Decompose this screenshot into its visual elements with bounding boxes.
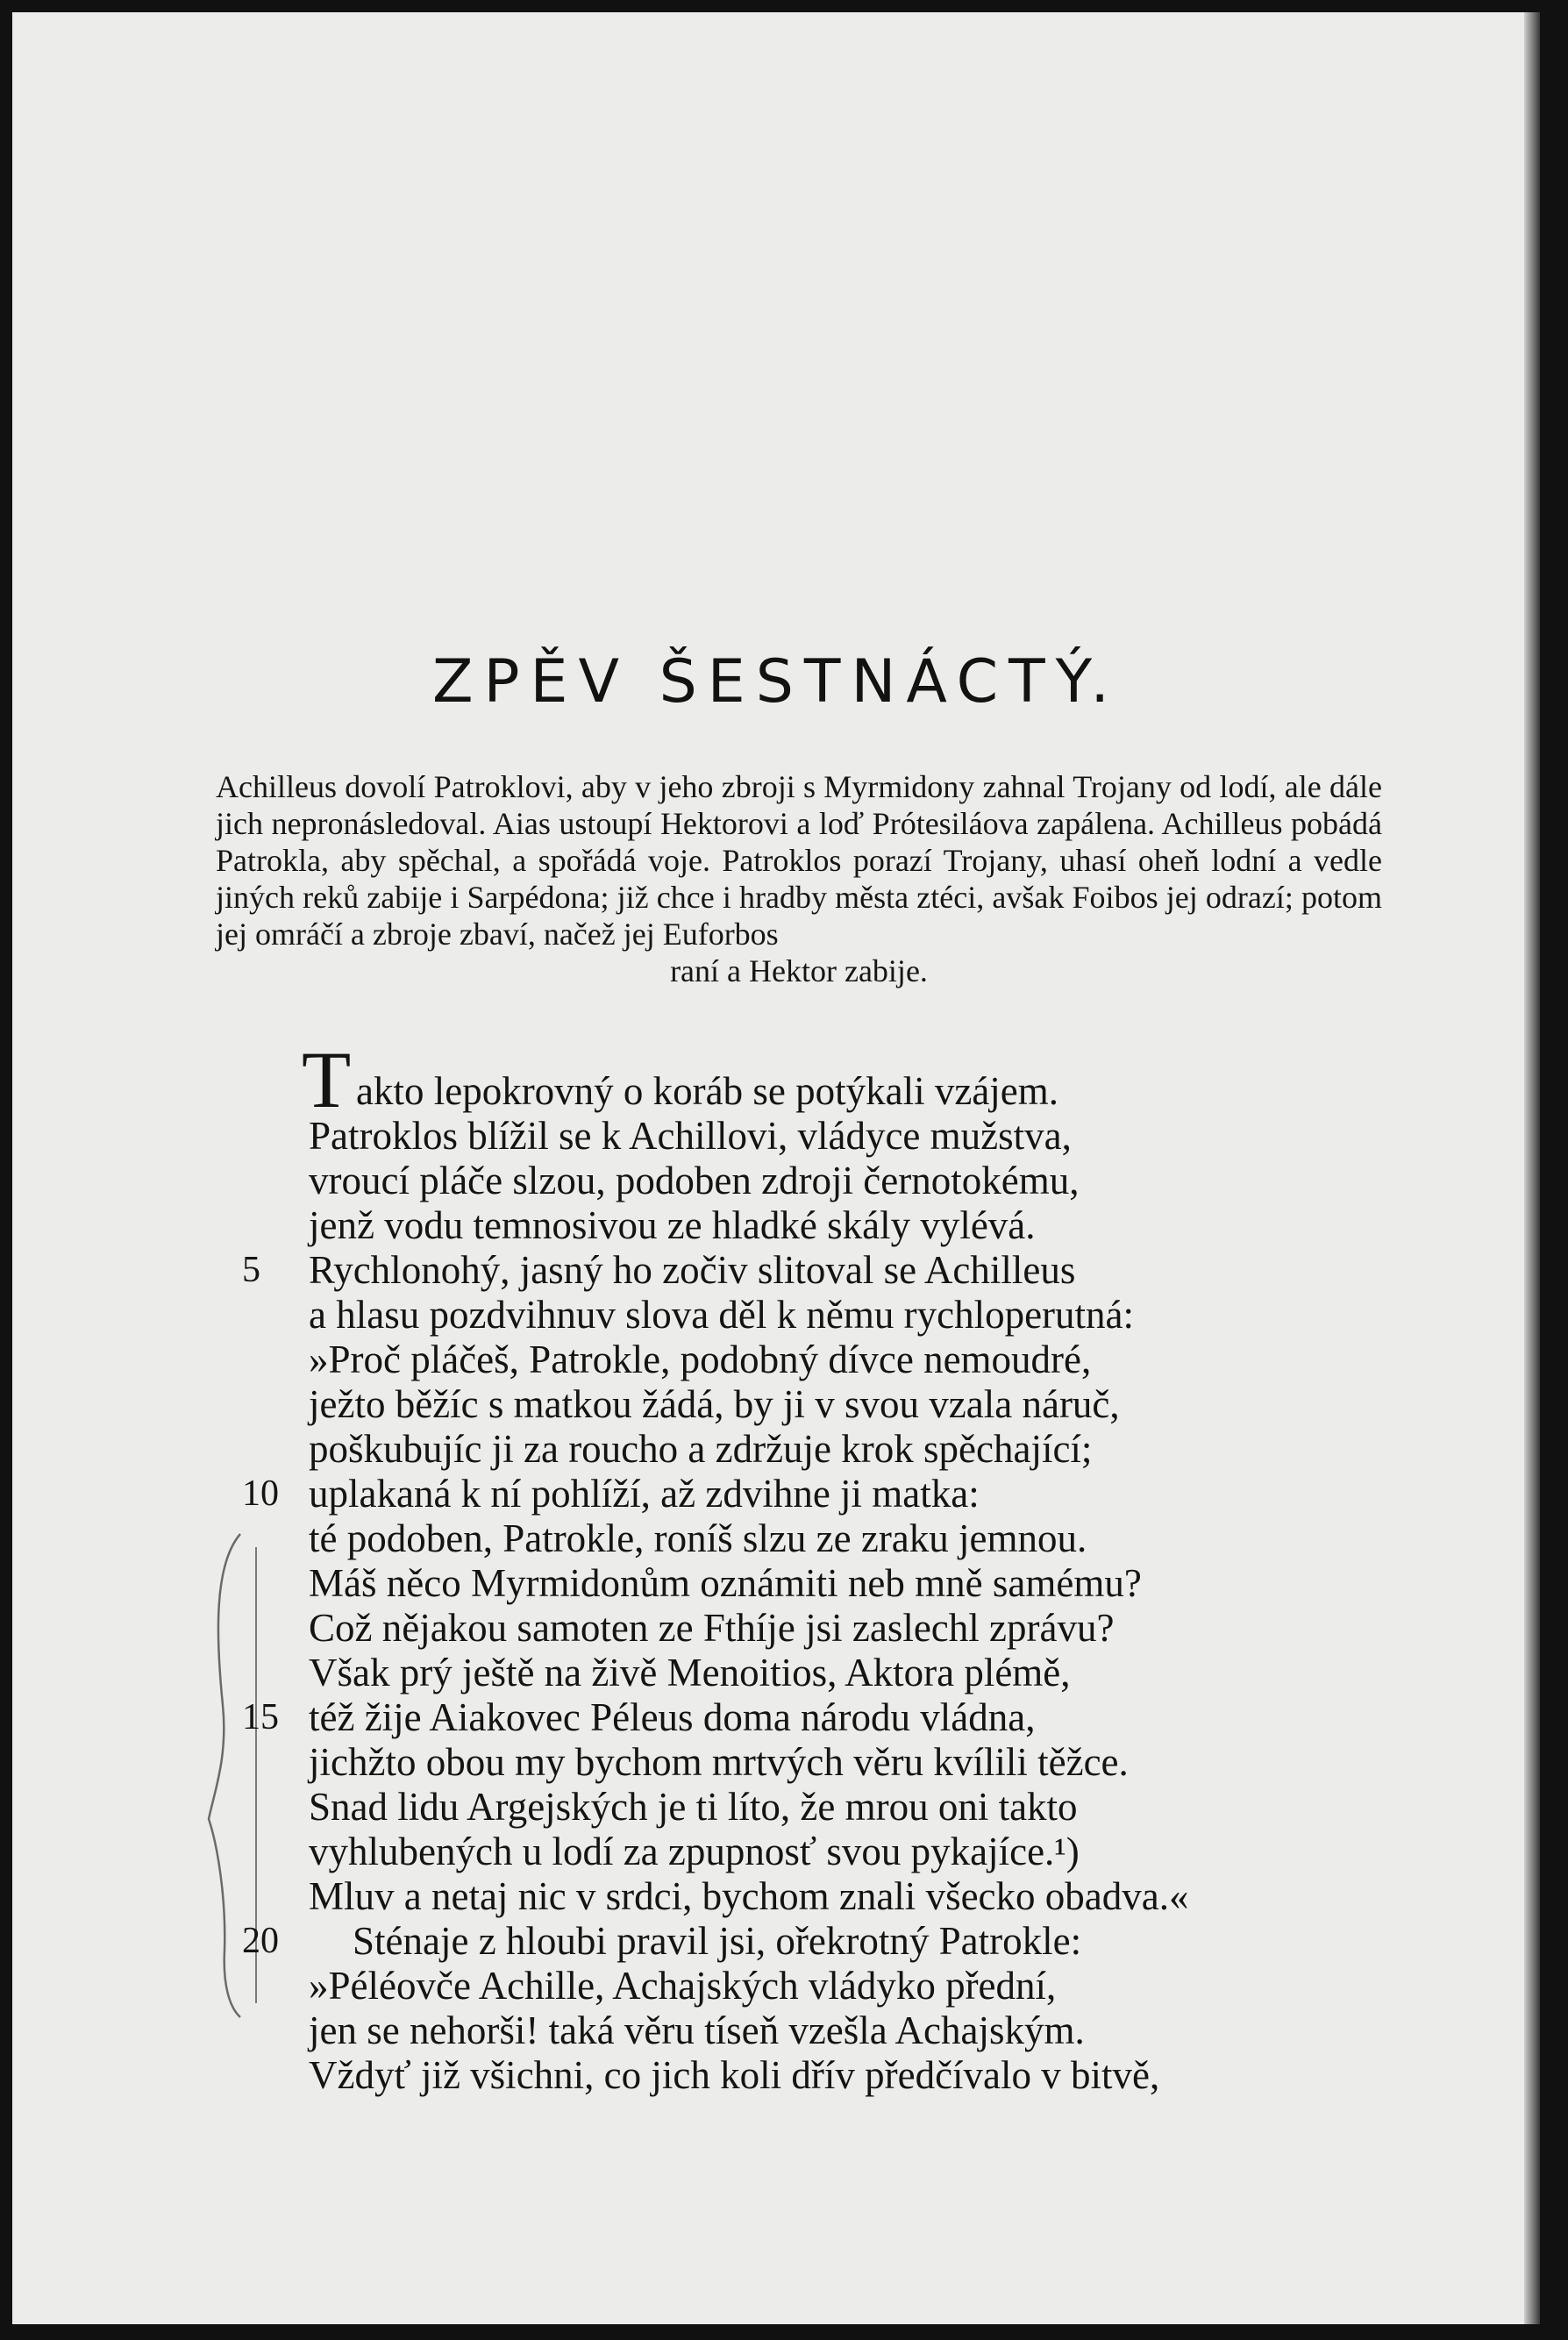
verse-text: Což nějakou samoten ze Fthíje jsi zaslechl zprávu? [309,1606,1115,1650]
verse-text: »Péléovče Achille, Achajských vládyko přední, [309,1964,1057,2008]
verse-block [12,1035,1540,2098]
verse-line-15 [12,1695,1540,1740]
verse-text: též žije Aiakovec Péleus doma národu vládna, [309,1695,1036,1739]
verse-line-4 [12,1203,1540,1248]
verse-line-18 [12,1830,1540,1874]
verse-line-14 [12,1651,1540,1695]
verse-text: vyhlubených u lodí za zpupnosť svou pykajíce.¹) [309,1830,1080,1873]
verse-text: a hlasu pozdvihnuv slova děl k němu rychloperutná: [309,1293,1135,1337]
verse-number: 15 [242,1697,279,1737]
verse-line-22 [12,2008,1540,2053]
verse-text: Rychlonohý, jasný ho zočiv slitoval se Achilleus [309,1248,1076,1292]
verse-text: Sténaje z hloubi pravil jsi, ořekrotný Patrokle: [353,1919,1082,1963]
verse-text: jichžto obou my bychom mrtvých věru kvílili těžce. [309,1740,1129,1784]
argument-body: Achilleus dovolí Patroklovi, aby v jeho zbroji s Myrmidony zahnal Trojany od lodí, ale dále jich nepronásledoval. Aias ustoupí Hektorovi a loď Prótesiláova zapálena. Achilleus pobádá Patrokla, aby spěchal, a spořádá voje. Patroklos porazí Trojany, uhasí oheň lodní a vedle jiných reků zabije i Sarpédona; již chce i hradby města ztéci, avšak Foibos jej odrazí; potom jej omráčí a zbroje zbaví, načež jej Euforbos [216,769,1382,952]
verse-line-12 [12,1561,1540,1606]
verse-line-16 [12,1740,1540,1785]
verse-line-19 [12,1874,1540,1919]
verse-text: Patroklos blížil se k Achillovi, vládyce mužstva, [309,1114,1072,1158]
verse-line-21 [12,1964,1540,2008]
verse-text: Snad lidu Argejských je ti líto, že mrou oni takto [309,1785,1078,1829]
verse-line-9 [12,1427,1540,1472]
argument-last-line: raní a Hektor zabije. [670,953,928,988]
verse-text: Máš něco Myrmidonům oznámiti neb mně samému? [309,1561,1142,1605]
verse-line-5 [12,1248,1540,1293]
verse-line-3 [12,1159,1540,1203]
verse-number: 5 [242,1250,260,1290]
verse-line-20 [12,1919,1540,1964]
verse-line-23 [12,2053,1540,2098]
verse-line-7 [12,1338,1540,1382]
verse-line-17 [12,1785,1540,1830]
verse-text: poškubujíc ji za roucho a zdržuje krok spěchající; [309,1427,1093,1471]
verse-text: Však prý ještě na živě Menoitios, Aktora plémě, [309,1651,1071,1694]
verse-line-11 [12,1516,1540,1561]
verse-line-6 [12,1293,1540,1338]
verse-text: té podoben, Patrokle, roníš slzu ze zraku jemnou. [309,1516,1087,1560]
verse-line-10 [12,1472,1540,1516]
verse-text: Mluv a netaj nic v srdci, bychom znali všecko obadva.« [309,1874,1189,1918]
verse-text: jen se nehorši! taká věru tíseň vzešla Achajským. [309,2008,1085,2052]
verse-line-1 [12,1035,1540,1124]
verse-line-2 [12,1114,1540,1159]
chapter-argument [216,768,1382,989]
verse-text: jenž vodu temnosivou ze hladké skály vylévá. [309,1203,1036,1247]
verse-text: akto lepokrovný o koráb se potýkali vzájem. [356,1069,1059,1113]
chapter-title: ZPĚV ŠESTNÁCTÝ. [431,647,1121,717]
book-page [12,12,1540,2324]
drop-cap: T [302,1035,352,1124]
verse-line-13 [12,1606,1540,1651]
verse-text: uplakaná k ní pohlíží, až zdvihne ji matka: [309,1472,980,1516]
verse-text: Vždyť již všichni, co jich koli dřív předčívalo v bitvě, [309,2053,1160,2097]
verse-line-8 [12,1382,1540,1427]
verse-text: »Proč pláčeš, Patrokle, podobný dívce nemoudré, [309,1338,1092,1381]
verse-number: 20 [242,1921,279,1961]
verse-text: ježto běžíc s matkou žádá, by ji v svou vzala náruč, [309,1382,1120,1426]
verse-number: 10 [242,1473,279,1514]
verse-text: vroucí pláče slzou, podoben zdroji černotokému, [309,1159,1080,1202]
